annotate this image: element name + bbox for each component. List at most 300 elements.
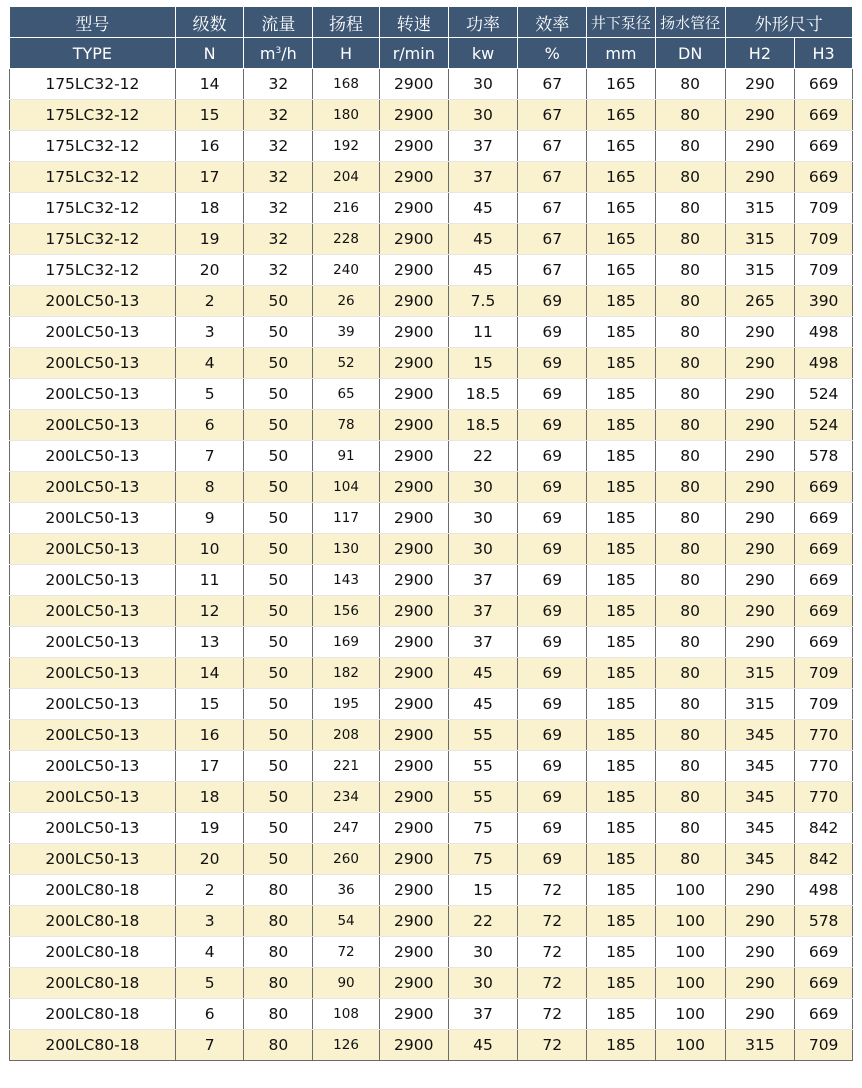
cell-type: 175LC32-12 — [10, 69, 176, 100]
cell-flow: 50 — [244, 627, 313, 658]
cell-stages: 6 — [175, 999, 244, 1030]
cell-type: 200LC50-13 — [10, 689, 176, 720]
cell-well-diameter: 165 — [587, 100, 656, 131]
header-flow-cn: 流量 — [244, 7, 313, 38]
cell-efficiency: 69 — [518, 286, 587, 317]
cell-h3: 524 — [795, 410, 853, 441]
cell-stages: 8 — [175, 472, 244, 503]
cell-stages: 3 — [175, 906, 244, 937]
cell-head: 108 — [313, 999, 380, 1030]
cell-pipe-diameter: 80 — [655, 131, 725, 162]
cell-power: 37 — [448, 131, 518, 162]
cell-type: 200LC50-13 — [10, 379, 176, 410]
cell-type: 175LC32-12 — [10, 100, 176, 131]
cell-flow: 50 — [244, 782, 313, 813]
cell-h2: 290 — [725, 348, 795, 379]
cell-h3: 770 — [795, 782, 853, 813]
cell-pipe-diameter: 80 — [655, 844, 725, 875]
cell-h3: 842 — [795, 813, 853, 844]
cell-flow: 32 — [244, 162, 313, 193]
cell-power: 30 — [448, 968, 518, 999]
cell-stages: 15 — [175, 100, 244, 131]
cell-h2: 290 — [725, 131, 795, 162]
cell-power: 18.5 — [448, 410, 518, 441]
cell-h3: 578 — [795, 906, 853, 937]
cell-head: 169 — [313, 627, 380, 658]
table-row — [10, 720, 853, 751]
cell-power: 37 — [448, 627, 518, 658]
cell-head: 39 — [313, 317, 380, 348]
cell-speed: 2900 — [379, 689, 448, 720]
cell-efficiency: 67 — [518, 69, 587, 100]
header-pipe-diameter: DN — [655, 38, 725, 69]
cell-well-diameter: 185 — [587, 317, 656, 348]
cell-efficiency: 72 — [518, 875, 587, 906]
cell-type: 200LC50-13 — [10, 844, 176, 875]
cell-well-diameter: 185 — [587, 751, 656, 782]
cell-stages: 20 — [175, 255, 244, 286]
cell-flow: 50 — [244, 844, 313, 875]
cell-head: 26 — [313, 286, 380, 317]
cell-h3: 669 — [795, 999, 853, 1030]
cell-h2: 290 — [725, 596, 795, 627]
cell-stages: 2 — [175, 286, 244, 317]
cell-head: 180 — [313, 100, 380, 131]
cell-speed: 2900 — [379, 658, 448, 689]
cell-stages: 18 — [175, 193, 244, 224]
cell-stages: 6 — [175, 410, 244, 441]
cell-power: 22 — [448, 441, 518, 472]
cell-stages: 4 — [175, 348, 244, 379]
cell-well-diameter: 185 — [587, 472, 656, 503]
cell-efficiency: 69 — [518, 317, 587, 348]
cell-h2: 265 — [725, 286, 795, 317]
cell-h2: 315 — [725, 1030, 795, 1061]
cell-pipe-diameter: 100 — [655, 999, 725, 1030]
cell-pipe-diameter: 80 — [655, 100, 725, 131]
cell-flow: 80 — [244, 999, 313, 1030]
cell-well-diameter: 185 — [587, 1030, 656, 1061]
cell-well-diameter: 185 — [587, 410, 656, 441]
cell-power: 55 — [448, 751, 518, 782]
cell-flow: 80 — [244, 1030, 313, 1061]
cell-stages: 3 — [175, 317, 244, 348]
cell-h3: 524 — [795, 379, 853, 410]
table-row — [10, 503, 853, 534]
cell-stages: 10 — [175, 534, 244, 565]
cell-head: 228 — [313, 224, 380, 255]
cell-h2: 290 — [725, 937, 795, 968]
header-flow: $m^3/h$ — [244, 38, 313, 69]
cell-h2: 290 — [725, 162, 795, 193]
cell-power: 37 — [448, 596, 518, 627]
cell-h2: 290 — [725, 410, 795, 441]
cell-pipe-diameter: 100 — [655, 937, 725, 968]
cell-h2: 345 — [725, 813, 795, 844]
cell-h3: 669 — [795, 565, 853, 596]
cell-power: 37 — [448, 999, 518, 1030]
table-row — [10, 224, 853, 255]
cell-speed: 2900 — [379, 937, 448, 968]
cell-power: 18.5 — [448, 379, 518, 410]
cell-h2: 290 — [725, 875, 795, 906]
cell-type: 200LC50-13 — [10, 534, 176, 565]
cell-type: 200LC50-13 — [10, 658, 176, 689]
cell-speed: 2900 — [379, 410, 448, 441]
cell-power: 45 — [448, 193, 518, 224]
cell-h3: 669 — [795, 131, 853, 162]
cell-pipe-diameter: 80 — [655, 410, 725, 441]
cell-stages: 17 — [175, 162, 244, 193]
cell-pipe-diameter: 80 — [655, 627, 725, 658]
cell-h2: 345 — [725, 720, 795, 751]
cell-head: 260 — [313, 844, 380, 875]
cell-head: 208 — [313, 720, 380, 751]
cell-power: 45 — [448, 1030, 518, 1061]
cell-type: 200LC50-13 — [10, 596, 176, 627]
cell-power: 45 — [448, 658, 518, 689]
cell-head: 204 — [313, 162, 380, 193]
cell-stages: 11 — [175, 565, 244, 596]
cell-head: 130 — [313, 534, 380, 565]
cell-efficiency: 69 — [518, 379, 587, 410]
cell-well-diameter: 185 — [587, 906, 656, 937]
cell-speed: 2900 — [379, 968, 448, 999]
cell-pipe-diameter: 80 — [655, 720, 725, 751]
header-pipe-diameter-cn: 扬水管径 — [655, 7, 725, 38]
cell-efficiency: 69 — [518, 596, 587, 627]
cell-flow: 50 — [244, 503, 313, 534]
cell-speed: 2900 — [379, 472, 448, 503]
table-row — [10, 689, 853, 720]
cell-stages: 9 — [175, 503, 244, 534]
cell-h3: 669 — [795, 162, 853, 193]
cell-stages: 13 — [175, 627, 244, 658]
cell-h3: 669 — [795, 472, 853, 503]
cell-head: 195 — [313, 689, 380, 720]
cell-stages: 18 — [175, 782, 244, 813]
cell-pipe-diameter: 100 — [655, 968, 725, 999]
header-well-diameter-cn: 井下泵径 — [587, 7, 656, 38]
cell-power: 37 — [448, 565, 518, 596]
cell-head: 104 — [313, 472, 380, 503]
cell-type: 175LC32-12 — [10, 162, 176, 193]
table-row — [10, 472, 853, 503]
cell-efficiency: 69 — [518, 627, 587, 658]
cell-speed: 2900 — [379, 844, 448, 875]
cell-speed: 2900 — [379, 534, 448, 565]
cell-head: 90 — [313, 968, 380, 999]
cell-power: 45 — [448, 255, 518, 286]
cell-head: 143 — [313, 565, 380, 596]
cell-h3: 669 — [795, 596, 853, 627]
cell-power: 55 — [448, 720, 518, 751]
header-dimensions-cn: 外形尺寸 — [725, 7, 852, 38]
cell-efficiency: 67 — [518, 193, 587, 224]
cell-h2: 345 — [725, 844, 795, 875]
cell-efficiency: 69 — [518, 813, 587, 844]
table-row — [10, 999, 853, 1030]
cell-h3: 669 — [795, 503, 853, 534]
cell-well-diameter: 185 — [587, 596, 656, 627]
cell-pipe-diameter: 80 — [655, 255, 725, 286]
cell-h3: 498 — [795, 875, 853, 906]
cell-flow: 80 — [244, 968, 313, 999]
cell-h3: 498 — [795, 348, 853, 379]
cell-stages: 5 — [175, 379, 244, 410]
cell-efficiency: 69 — [518, 441, 587, 472]
cell-efficiency: 69 — [518, 348, 587, 379]
cell-well-diameter: 185 — [587, 999, 656, 1030]
cell-speed: 2900 — [379, 286, 448, 317]
cell-efficiency: 67 — [518, 131, 587, 162]
cell-flow: 50 — [244, 813, 313, 844]
cell-stages: 19 — [175, 224, 244, 255]
cell-head: 126 — [313, 1030, 380, 1061]
cell-h2: 315 — [725, 193, 795, 224]
cell-h3: 709 — [795, 689, 853, 720]
cell-pipe-diameter: 80 — [655, 348, 725, 379]
cell-pipe-diameter: 80 — [655, 224, 725, 255]
cell-head: 156 — [313, 596, 380, 627]
cell-pipe-diameter: 80 — [655, 472, 725, 503]
table-row — [10, 906, 853, 937]
cell-pipe-diameter: 80 — [655, 441, 725, 472]
cell-efficiency: 69 — [518, 534, 587, 565]
cell-flow: 80 — [244, 875, 313, 906]
cell-h3: 709 — [795, 1030, 853, 1061]
cell-h2: 290 — [725, 565, 795, 596]
cell-type: 200LC50-13 — [10, 503, 176, 534]
cell-h3: 390 — [795, 286, 853, 317]
table-row — [10, 193, 853, 224]
table-row — [10, 162, 853, 193]
table-row — [10, 658, 853, 689]
cell-type: 175LC32-12 — [10, 131, 176, 162]
header-h3: H3 — [795, 38, 853, 69]
cell-pipe-diameter: 80 — [655, 69, 725, 100]
cell-h3: 709 — [795, 658, 853, 689]
table-row — [10, 751, 853, 782]
cell-head: 168 — [313, 69, 380, 100]
header-efficiency: % — [518, 38, 587, 69]
cell-power: 75 — [448, 813, 518, 844]
header-stages-cn: 级数 — [175, 7, 244, 38]
cell-speed: 2900 — [379, 999, 448, 1030]
header-well-diameter: mm — [587, 38, 656, 69]
cell-stages: 17 — [175, 751, 244, 782]
cell-well-diameter: 185 — [587, 689, 656, 720]
cell-speed: 2900 — [379, 441, 448, 472]
cell-head: 182 — [313, 658, 380, 689]
cell-stages: 20 — [175, 844, 244, 875]
cell-speed: 2900 — [379, 875, 448, 906]
cell-type: 200LC50-13 — [10, 782, 176, 813]
cell-speed: 2900 — [379, 224, 448, 255]
cell-power: 11 — [448, 317, 518, 348]
cell-efficiency: 69 — [518, 782, 587, 813]
header-h2: H2 — [725, 38, 795, 69]
header-row-chinese — [10, 7, 853, 38]
cell-efficiency: 72 — [518, 937, 587, 968]
table-row — [10, 937, 853, 968]
cell-h3: 770 — [795, 751, 853, 782]
cell-speed: 2900 — [379, 255, 448, 286]
cell-type: 200LC50-13 — [10, 813, 176, 844]
cell-h2: 315 — [725, 658, 795, 689]
cell-head: 91 — [313, 441, 380, 472]
table-row — [10, 565, 853, 596]
cell-stages: 7 — [175, 441, 244, 472]
cell-power: 75 — [448, 844, 518, 875]
cell-type: 200LC50-13 — [10, 720, 176, 751]
cell-flow: 80 — [244, 937, 313, 968]
cell-well-diameter: 185 — [587, 627, 656, 658]
cell-efficiency: 69 — [518, 658, 587, 689]
cell-h3: 709 — [795, 224, 853, 255]
cell-head: 234 — [313, 782, 380, 813]
cell-h3: 669 — [795, 627, 853, 658]
cell-h2: 290 — [725, 441, 795, 472]
table-row — [10, 379, 853, 410]
table-row — [10, 627, 853, 658]
cell-h2: 290 — [725, 69, 795, 100]
cell-h2: 315 — [725, 224, 795, 255]
cell-power: 30 — [448, 100, 518, 131]
cell-type: 175LC32-12 — [10, 255, 176, 286]
cell-power: 15 — [448, 348, 518, 379]
cell-pipe-diameter: 80 — [655, 162, 725, 193]
cell-power: 30 — [448, 937, 518, 968]
cell-pipe-diameter: 80 — [655, 689, 725, 720]
table-row — [10, 317, 853, 348]
cell-flow: 80 — [244, 906, 313, 937]
cell-speed: 2900 — [379, 596, 448, 627]
cell-well-diameter: 165 — [587, 255, 656, 286]
cell-type: 200LC80-18 — [10, 1030, 176, 1061]
cell-h2: 345 — [725, 782, 795, 813]
table-row — [10, 348, 853, 379]
header-head: H — [313, 38, 380, 69]
cell-well-diameter: 165 — [587, 162, 656, 193]
cell-type: 200LC80-18 — [10, 999, 176, 1030]
cell-efficiency: 69 — [518, 410, 587, 441]
cell-well-diameter: 185 — [587, 937, 656, 968]
cell-efficiency: 69 — [518, 565, 587, 596]
cell-flow: 50 — [244, 472, 313, 503]
cell-h2: 290 — [725, 999, 795, 1030]
cell-pipe-diameter: 80 — [655, 317, 725, 348]
cell-well-diameter: 185 — [587, 720, 656, 751]
cell-head: 36 — [313, 875, 380, 906]
cell-speed: 2900 — [379, 379, 448, 410]
cell-speed: 2900 — [379, 317, 448, 348]
cell-h2: 290 — [725, 906, 795, 937]
cell-speed: 2900 — [379, 720, 448, 751]
cell-well-diameter: 185 — [587, 565, 656, 596]
cell-flow: 50 — [244, 317, 313, 348]
cell-well-diameter: 185 — [587, 813, 656, 844]
cell-h2: 290 — [725, 317, 795, 348]
cell-efficiency: 69 — [518, 689, 587, 720]
cell-speed: 2900 — [379, 503, 448, 534]
cell-efficiency: 69 — [518, 844, 587, 875]
table-row — [10, 1030, 853, 1061]
cell-flow: 32 — [244, 224, 313, 255]
cell-efficiency: 67 — [518, 162, 587, 193]
header-type-cn: 型号 — [10, 7, 176, 38]
cell-stages: 16 — [175, 720, 244, 751]
table-row — [10, 596, 853, 627]
cell-type: 200LC50-13 — [10, 751, 176, 782]
cell-type: 200LC50-13 — [10, 441, 176, 472]
cell-h3: 770 — [795, 720, 853, 751]
cell-head: 216 — [313, 193, 380, 224]
cell-h3: 669 — [795, 100, 853, 131]
cell-well-diameter: 185 — [587, 503, 656, 534]
cell-head: 72 — [313, 937, 380, 968]
cell-head: 221 — [313, 751, 380, 782]
cell-type: 200LC80-18 — [10, 968, 176, 999]
cell-type: 200LC50-13 — [10, 348, 176, 379]
table-row — [10, 844, 853, 875]
cell-type: 200LC50-13 — [10, 565, 176, 596]
cell-stages: 14 — [175, 658, 244, 689]
cell-efficiency: 69 — [518, 472, 587, 503]
cell-flow: 32 — [244, 255, 313, 286]
cell-head: 54 — [313, 906, 380, 937]
cell-stages: 16 — [175, 131, 244, 162]
cell-speed: 2900 — [379, 348, 448, 379]
cell-h3: 669 — [795, 69, 853, 100]
cell-well-diameter: 185 — [587, 782, 656, 813]
cell-power: 45 — [448, 224, 518, 255]
cell-type: 200LC80-18 — [10, 937, 176, 968]
cell-type: 200LC80-18 — [10, 906, 176, 937]
cell-well-diameter: 165 — [587, 69, 656, 100]
cell-flow: 50 — [244, 565, 313, 596]
cell-efficiency: 72 — [518, 1030, 587, 1061]
cell-h3: 709 — [795, 193, 853, 224]
header-power: kw — [448, 38, 518, 69]
table-row — [10, 534, 853, 565]
cell-stages: 14 — [175, 69, 244, 100]
cell-type: 175LC32-12 — [10, 224, 176, 255]
cell-speed: 2900 — [379, 565, 448, 596]
cell-stages: 12 — [175, 596, 244, 627]
cell-power: 45 — [448, 689, 518, 720]
cell-speed: 2900 — [379, 69, 448, 100]
cell-speed: 2900 — [379, 627, 448, 658]
cell-h3: 578 — [795, 441, 853, 472]
cell-flow: 32 — [244, 69, 313, 100]
cell-efficiency: 67 — [518, 255, 587, 286]
cell-power: 15 — [448, 875, 518, 906]
cell-flow: 50 — [244, 720, 313, 751]
cell-stages: 5 — [175, 968, 244, 999]
cell-pipe-diameter: 80 — [655, 379, 725, 410]
cell-head: 192 — [313, 131, 380, 162]
cell-h2: 290 — [725, 968, 795, 999]
cell-efficiency: 69 — [518, 751, 587, 782]
table-row — [10, 100, 853, 131]
cell-type: 200LC80-18 — [10, 875, 176, 906]
cell-pipe-diameter: 100 — [655, 1030, 725, 1061]
cell-efficiency: 69 — [518, 720, 587, 751]
cell-efficiency: 69 — [518, 503, 587, 534]
header-power-cn: 功率 — [448, 7, 518, 38]
cell-head: 117 — [313, 503, 380, 534]
